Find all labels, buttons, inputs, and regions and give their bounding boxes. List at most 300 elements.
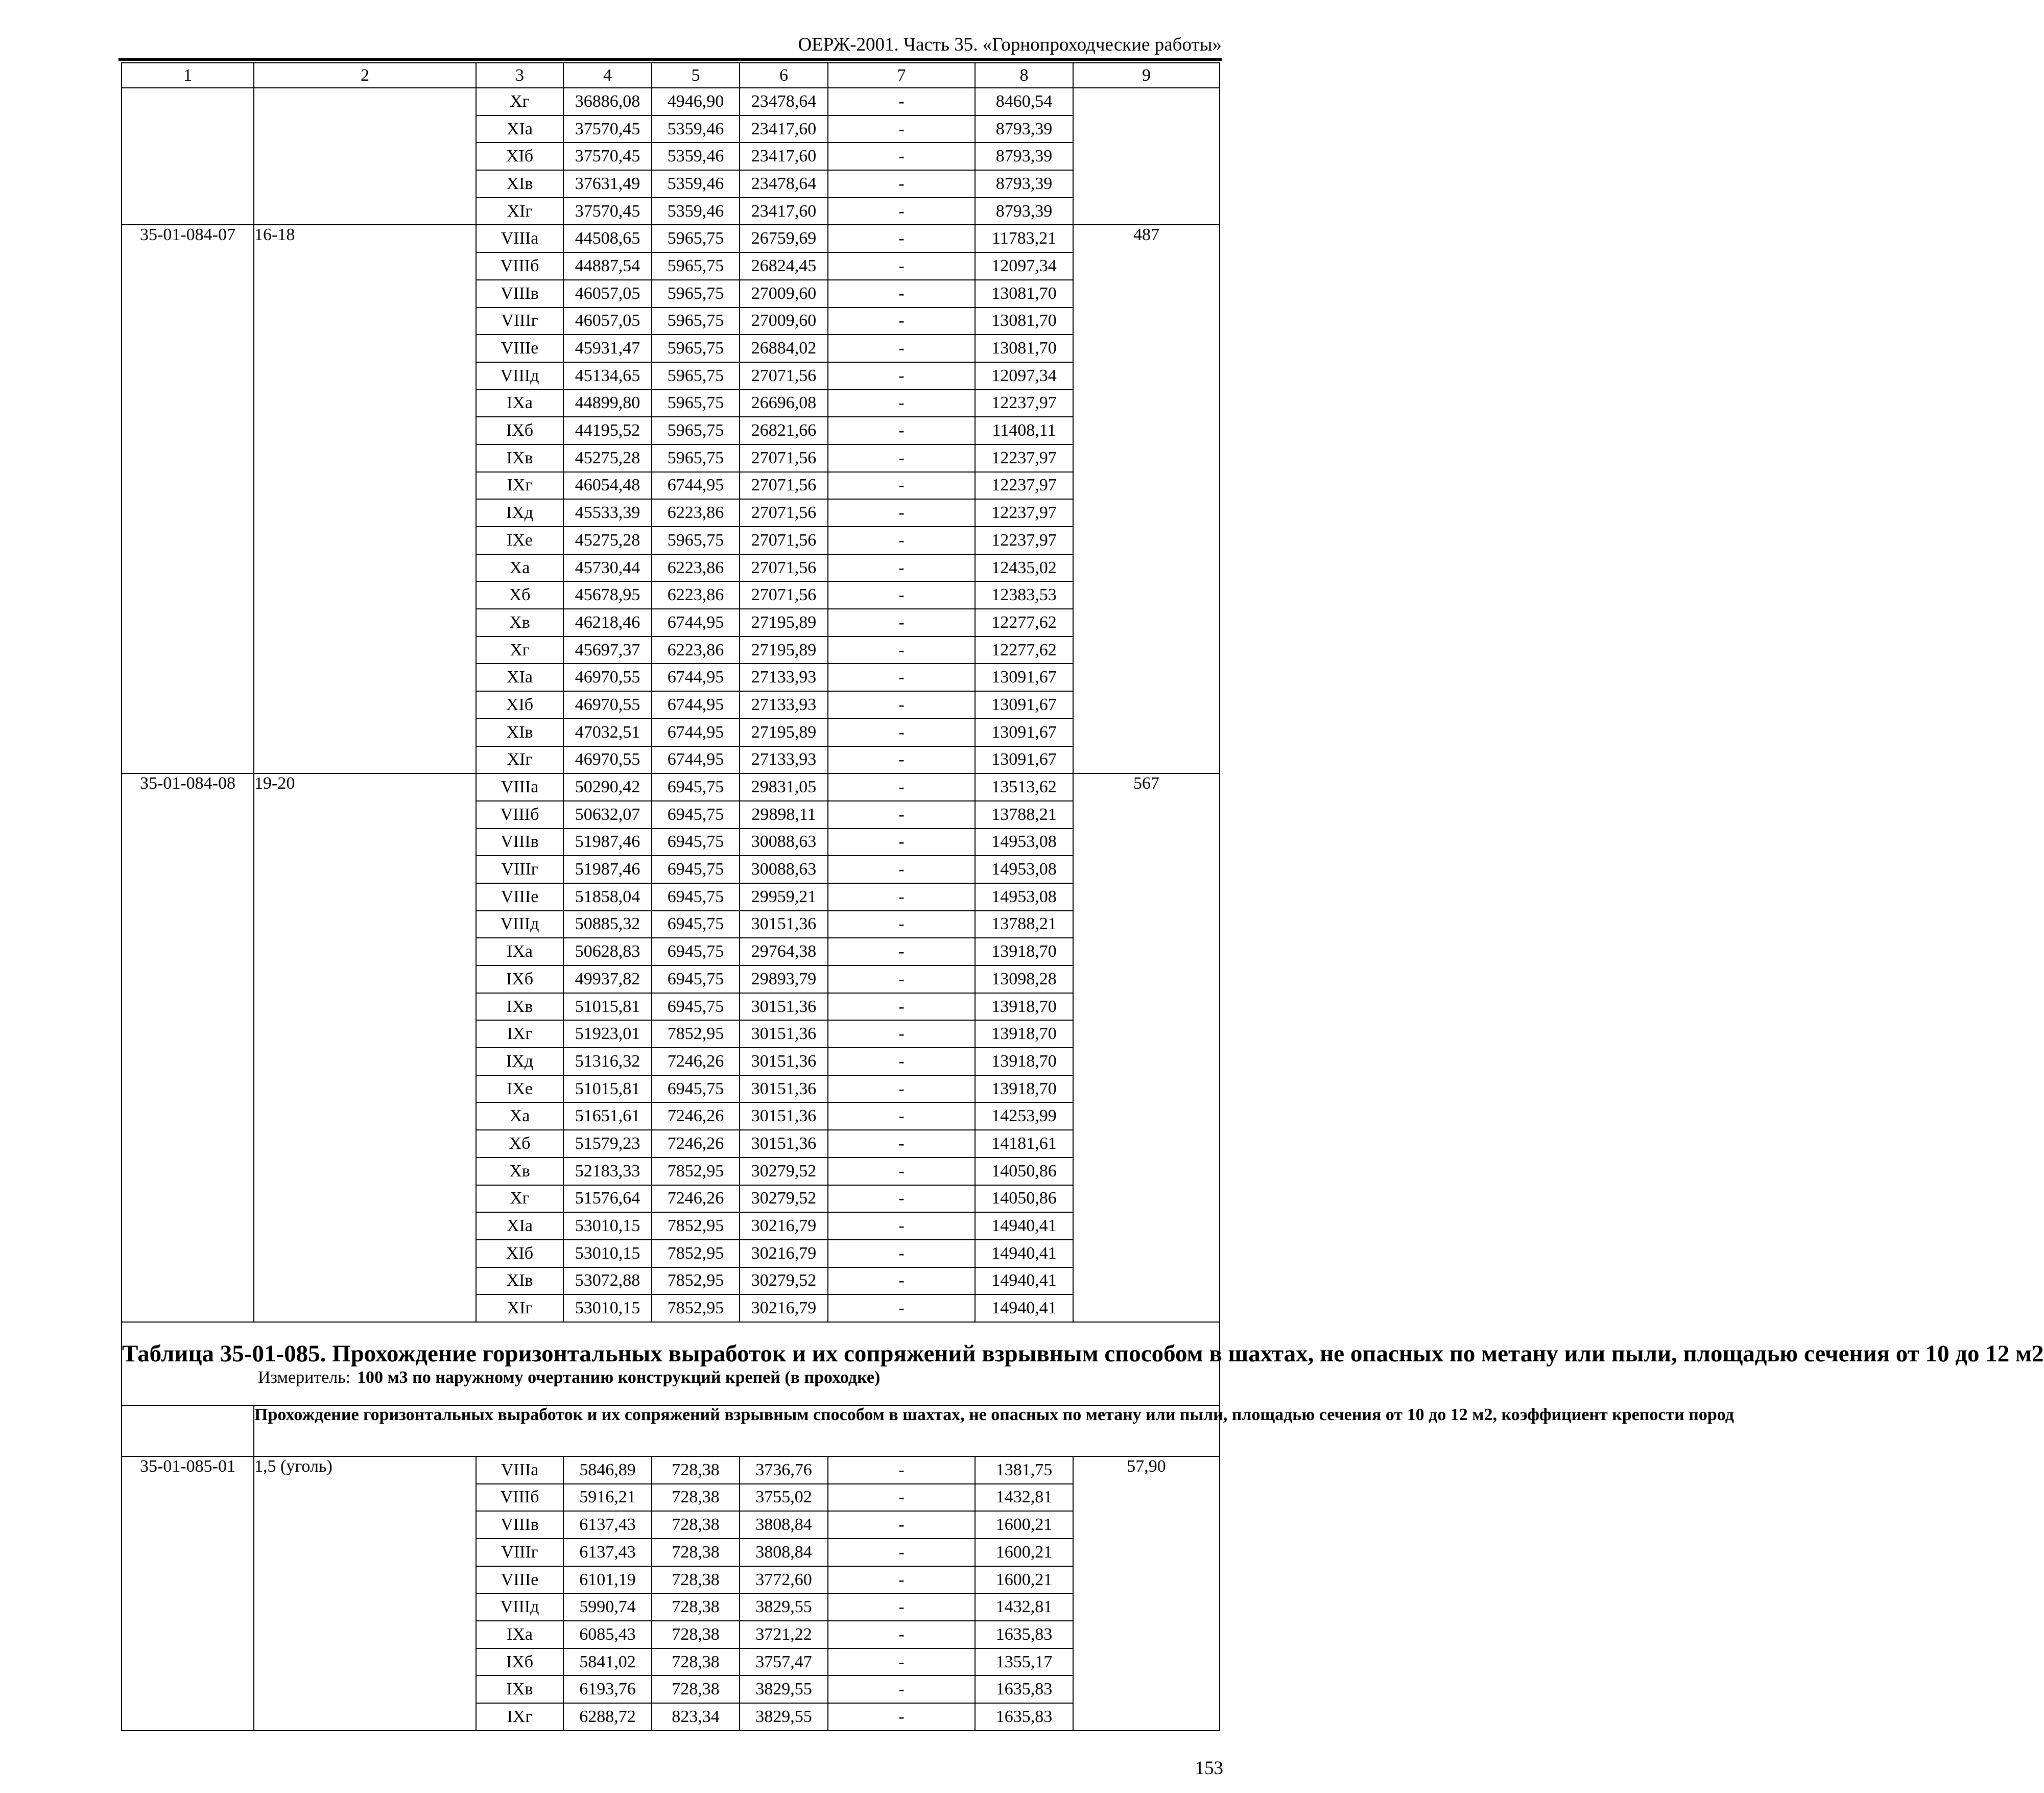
zone-cell: IXв [476, 444, 563, 472]
zone-cell: VIIIг [476, 1539, 563, 1566]
value-cell: 44887,54 [563, 252, 652, 280]
column-9-value [1073, 88, 1220, 225]
value-cell: 53010,15 [563, 1294, 652, 1322]
value-cell: 46054,48 [563, 472, 652, 500]
value-cell: 14940,41 [975, 1240, 1073, 1267]
value-cell: 5965,75 [652, 390, 740, 417]
value-cell: 30151,36 [740, 1020, 828, 1048]
value-cell: 11408,11 [975, 417, 1073, 444]
value-cell: - [828, 1676, 975, 1703]
value-cell: 12383,53 [975, 581, 1073, 609]
value-cell: 13918,70 [975, 938, 1073, 965]
rate-parameter: 16-18 [254, 225, 476, 773]
value-cell: 3721,22 [740, 1621, 828, 1648]
value-cell: 823,34 [652, 1703, 740, 1731]
value-cell: 13918,70 [975, 993, 1073, 1021]
column-9-value: 567 [1073, 773, 1220, 1322]
rates-table [121, 62, 2044, 1731]
value-cell: 5990,74 [563, 1593, 652, 1621]
table-row [122, 1456, 1220, 1484]
value-cell: 12237,97 [975, 499, 1073, 527]
value-cell: - [828, 1185, 975, 1213]
zone-cell: VIIIд [476, 362, 563, 390]
value-cell: 6085,43 [563, 1621, 652, 1648]
column-9-value: 487 [1073, 225, 1220, 773]
value-cell: - [828, 444, 975, 472]
zone-cell: Xa [476, 554, 563, 582]
value-cell: - [828, 1621, 975, 1648]
value-cell: - [828, 1102, 975, 1130]
zone-cell: VIIIг [476, 856, 563, 883]
value-cell: 30279,52 [740, 1185, 828, 1213]
running-header: ОЕРЖ-2001. Часть 35. «Горнопроходческие работы» [798, 34, 1222, 55]
value-cell: 30151,36 [740, 1048, 828, 1075]
zone-cell: VIIIв [476, 280, 563, 308]
value-cell: 27133,93 [740, 664, 828, 691]
value-cell: - [828, 911, 975, 938]
value-cell: 6223,86 [652, 581, 740, 609]
column-number: 1 [122, 63, 254, 88]
zone-cell: IXд [476, 499, 563, 527]
value-cell: 13918,70 [975, 1020, 1073, 1048]
value-cell: 45275,28 [563, 444, 652, 472]
value-cell: - [828, 1511, 975, 1539]
zone-cell: IXг [476, 1020, 563, 1048]
value-cell: 14953,08 [975, 829, 1073, 856]
value-cell: 27071,56 [740, 581, 828, 609]
value-cell: 13513,62 [975, 773, 1073, 801]
value-cell: 37570,45 [563, 143, 652, 170]
value-cell: 5965,75 [652, 527, 740, 554]
value-cell: 44899,80 [563, 390, 652, 417]
value-cell: 23478,64 [740, 88, 828, 115]
value-cell: 45533,39 [563, 499, 652, 527]
rate-code: 35-01-084-07 [122, 225, 254, 773]
value-cell: 51015,81 [563, 1075, 652, 1103]
value-cell: 1432,81 [975, 1593, 1073, 1621]
value-cell: 14940,41 [975, 1294, 1073, 1322]
value-cell: 5359,46 [652, 115, 740, 143]
value-cell: 14940,41 [975, 1267, 1073, 1295]
column-number: 2 [254, 63, 476, 88]
zone-cell: VIIIe [476, 1566, 563, 1594]
value-cell: 51858,04 [563, 883, 652, 911]
work-title: Прохождение горизонтальных выработок и их сопряжений взрывным способом в шахтах, не опасных по метану или пыли, площадью сечения от 10 до 12 м2, коэффициент крепости пород [254, 1405, 1220, 1456]
value-cell: 50885,32 [563, 911, 652, 938]
value-cell: 27071,56 [740, 499, 828, 527]
value-cell: 4946,90 [652, 88, 740, 115]
value-cell: 5359,46 [652, 170, 740, 198]
value-cell: 50632,07 [563, 801, 652, 829]
column-number: 9 [1073, 63, 1220, 88]
rate-parameter: 1,5 (уголь) [254, 1456, 476, 1731]
value-cell: 27195,89 [740, 719, 828, 746]
value-cell: 7852,95 [652, 1158, 740, 1185]
work-title-spacer [122, 1405, 254, 1456]
value-cell: 45697,37 [563, 636, 652, 664]
measure-label: Измеритель: [258, 1368, 351, 1387]
value-cell: 6223,86 [652, 554, 740, 582]
value-cell: - [828, 801, 975, 829]
value-cell: 6945,75 [652, 965, 740, 993]
value-cell: 5846,89 [563, 1456, 652, 1484]
zone-cell: XIг [476, 746, 563, 774]
value-cell: 8793,39 [975, 115, 1073, 143]
value-cell: 728,38 [652, 1648, 740, 1676]
value-cell: - [828, 335, 975, 362]
value-cell: 3829,55 [740, 1593, 828, 1621]
value-cell: 1635,83 [975, 1676, 1073, 1703]
value-cell: 53010,15 [563, 1212, 652, 1240]
value-cell: 12237,97 [975, 444, 1073, 472]
value-cell: 30151,36 [740, 911, 828, 938]
value-cell: 37631,49 [563, 170, 652, 198]
value-cell: 6744,95 [652, 746, 740, 774]
zone-cell: XIб [476, 691, 563, 719]
zone-cell: IXв [476, 1676, 563, 1703]
value-cell: 29898,11 [740, 801, 828, 829]
value-cell: - [828, 609, 975, 636]
zone-cell: Xг [476, 88, 563, 115]
value-cell: 14181,61 [975, 1130, 1073, 1158]
value-cell: 29831,05 [740, 773, 828, 801]
zone-cell: IXe [476, 527, 563, 554]
table-title: Таблица 35-01-085. Прохождение горизонтальных выработок и их сопряжений взрывным способом в шахтах, не опасных по метану или пыли, площадью сечения от 10 до 12 м2 [122, 1340, 2044, 1367]
value-cell: 45275,28 [563, 527, 652, 554]
value-cell: - [828, 252, 975, 280]
value-cell: 11783,21 [975, 225, 1073, 252]
zone-cell: XIa [476, 664, 563, 691]
value-cell: 7852,95 [652, 1020, 740, 1048]
zone-cell: IXг [476, 472, 563, 500]
table-body-lower [122, 1456, 1220, 1731]
zone-cell: VIIIa [476, 1456, 563, 1484]
value-cell: 728,38 [652, 1593, 740, 1621]
value-cell: 14050,86 [975, 1158, 1073, 1185]
value-cell: 51987,46 [563, 829, 652, 856]
value-cell: 36886,08 [563, 88, 652, 115]
value-cell: 6945,75 [652, 801, 740, 829]
value-cell: 7852,95 [652, 1294, 740, 1322]
zone-cell: VIIIб [476, 252, 563, 280]
value-cell: - [828, 581, 975, 609]
value-cell: 14050,86 [975, 1185, 1073, 1213]
value-cell: - [828, 417, 975, 444]
value-cell: 5965,75 [652, 335, 740, 362]
zone-cell: IXa [476, 938, 563, 965]
value-cell: 26821,66 [740, 417, 828, 444]
value-cell: 53072,88 [563, 1267, 652, 1295]
value-cell: 51015,81 [563, 993, 652, 1021]
value-cell: 23478,64 [740, 170, 828, 198]
table-row [122, 773, 1220, 801]
value-cell: 13081,70 [975, 308, 1073, 335]
value-cell: - [828, 225, 975, 252]
table-row [122, 225, 1220, 252]
value-cell: 5965,75 [652, 280, 740, 308]
zone-cell: Xa [476, 1102, 563, 1130]
value-cell: 728,38 [652, 1511, 740, 1539]
value-cell: 26884,02 [740, 335, 828, 362]
value-cell: - [828, 499, 975, 527]
value-cell: 3829,55 [740, 1703, 828, 1731]
value-cell: - [828, 1593, 975, 1621]
value-cell: - [828, 636, 975, 664]
value-cell: - [828, 856, 975, 883]
value-cell: 37570,45 [563, 198, 652, 225]
value-cell: - [828, 1020, 975, 1048]
value-cell: 5965,75 [652, 444, 740, 472]
zone-cell: IXe [476, 1075, 563, 1103]
value-cell: 6744,95 [652, 472, 740, 500]
value-cell: - [828, 664, 975, 691]
value-cell: 6945,75 [652, 1075, 740, 1103]
value-cell: 45730,44 [563, 554, 652, 582]
value-cell: 13788,21 [975, 911, 1073, 938]
value-cell: 44195,52 [563, 417, 652, 444]
value-cell: 27009,60 [740, 308, 828, 335]
value-cell: 27071,56 [740, 527, 828, 554]
zone-cell: Xг [476, 636, 563, 664]
zone-cell: XIг [476, 198, 563, 225]
header-rule [118, 58, 1222, 61]
value-cell: 14953,08 [975, 856, 1073, 883]
value-cell: 30216,79 [740, 1294, 828, 1322]
value-cell: 3755,02 [740, 1484, 828, 1512]
value-cell: 7246,26 [652, 1185, 740, 1213]
value-cell: 6744,95 [652, 691, 740, 719]
zone-cell: VIIIб [476, 1484, 563, 1512]
value-cell: 3736,76 [740, 1456, 828, 1484]
value-cell: - [828, 308, 975, 335]
zone-cell: XIв [476, 719, 563, 746]
value-cell: 13918,70 [975, 1048, 1073, 1075]
zone-cell: XIa [476, 1212, 563, 1240]
zone-cell: VIIIe [476, 335, 563, 362]
value-cell: 27133,93 [740, 691, 828, 719]
value-cell: 7246,26 [652, 1048, 740, 1075]
zone-cell: XIв [476, 1267, 563, 1295]
value-cell: 14253,99 [975, 1102, 1073, 1130]
zone-cell: VIIIд [476, 911, 563, 938]
value-cell: 46057,05 [563, 280, 652, 308]
rate-parameter: 19-20 [254, 773, 476, 1322]
value-cell: 23417,60 [740, 143, 828, 170]
value-cell: 6945,75 [652, 883, 740, 911]
column-number: 7 [828, 63, 975, 88]
value-cell: 12277,62 [975, 636, 1073, 664]
value-cell: 29764,38 [740, 938, 828, 965]
value-cell: 6945,75 [652, 773, 740, 801]
value-cell: 30216,79 [740, 1240, 828, 1267]
value-cell: - [828, 1075, 975, 1103]
value-cell: 27009,60 [740, 280, 828, 308]
value-cell: 8793,39 [975, 143, 1073, 170]
zone-cell: VIIIe [476, 883, 563, 911]
value-cell: 30151,36 [740, 1075, 828, 1103]
value-cell: 5965,75 [652, 225, 740, 252]
value-cell: 1600,21 [975, 1566, 1073, 1594]
value-cell: 5916,21 [563, 1484, 652, 1512]
value-cell: - [828, 965, 975, 993]
value-cell: - [828, 746, 975, 774]
value-cell: - [828, 1240, 975, 1267]
value-cell: 13081,70 [975, 335, 1073, 362]
zone-cell: VIIIa [476, 225, 563, 252]
value-cell: 12237,97 [975, 390, 1073, 417]
value-cell: 5359,46 [652, 198, 740, 225]
value-cell: 30088,63 [740, 829, 828, 856]
zone-cell: Xв [476, 609, 563, 636]
value-cell: 29893,79 [740, 965, 828, 993]
value-cell: - [828, 554, 975, 582]
value-cell: 6945,75 [652, 829, 740, 856]
column-number: 4 [563, 63, 652, 88]
value-cell: 6945,75 [652, 993, 740, 1021]
rate-parameter [254, 88, 476, 225]
value-cell: 3772,60 [740, 1566, 828, 1594]
value-cell: 1600,21 [975, 1511, 1073, 1539]
value-cell: - [828, 938, 975, 965]
value-cell: - [828, 993, 975, 1021]
value-cell: 728,38 [652, 1456, 740, 1484]
zone-cell: VIIIд [476, 1593, 563, 1621]
value-cell: 3808,84 [740, 1539, 828, 1566]
value-cell: 6744,95 [652, 664, 740, 691]
value-cell: 12237,97 [975, 472, 1073, 500]
value-cell: 23417,60 [740, 115, 828, 143]
table-row [122, 88, 1220, 115]
value-cell: 27195,89 [740, 609, 828, 636]
value-cell: 12277,62 [975, 609, 1073, 636]
value-cell: 3808,84 [740, 1511, 828, 1539]
value-cell: - [828, 1703, 975, 1731]
value-cell: 46970,55 [563, 664, 652, 691]
value-cell: 13091,67 [975, 746, 1073, 774]
value-cell: 50628,83 [563, 938, 652, 965]
value-cell: 13081,70 [975, 280, 1073, 308]
value-cell: 46057,05 [563, 308, 652, 335]
page-number: 153 [1195, 1758, 1223, 1779]
value-cell: 6288,72 [563, 1703, 652, 1731]
value-cell: 45134,65 [563, 362, 652, 390]
value-cell: 51923,01 [563, 1020, 652, 1048]
value-cell: 728,38 [652, 1539, 740, 1566]
value-cell: 30151,36 [740, 993, 828, 1021]
value-cell: 3757,47 [740, 1648, 828, 1676]
value-cell: 728,38 [652, 1621, 740, 1648]
value-cell: 44508,65 [563, 225, 652, 252]
value-cell: 13091,67 [975, 664, 1073, 691]
value-cell: - [828, 527, 975, 554]
value-cell: - [828, 115, 975, 143]
table-title-cell [122, 1322, 2044, 1405]
value-cell: 12435,02 [975, 554, 1073, 582]
value-cell: - [828, 88, 975, 115]
value-cell: 13788,21 [975, 801, 1073, 829]
zone-cell: VIIIa [476, 773, 563, 801]
zone-cell: IXд [476, 1048, 563, 1075]
value-cell: - [828, 829, 975, 856]
zone-cell: IXб [476, 965, 563, 993]
zone-cell: IXг [476, 1703, 563, 1731]
value-cell: 27071,56 [740, 472, 828, 500]
zone-cell: Xг [476, 1185, 563, 1213]
value-cell: 6744,95 [652, 609, 740, 636]
value-cell: 12097,34 [975, 362, 1073, 390]
value-cell: 46970,55 [563, 691, 652, 719]
value-cell: - [828, 1158, 975, 1185]
value-cell: 52183,33 [563, 1158, 652, 1185]
value-cell: 5965,75 [652, 252, 740, 280]
value-cell: 30151,36 [740, 1102, 828, 1130]
column-9-value: 57,90 [1073, 1456, 1220, 1731]
value-cell: - [828, 1566, 975, 1594]
value-cell: - [828, 1048, 975, 1075]
value-cell: 5359,46 [652, 143, 740, 170]
value-cell: 6744,95 [652, 719, 740, 746]
value-cell: 27071,56 [740, 362, 828, 390]
value-cell: - [828, 691, 975, 719]
value-cell: 6945,75 [652, 856, 740, 883]
value-cell: 51651,61 [563, 1102, 652, 1130]
value-cell: 26824,45 [740, 252, 828, 280]
value-cell: - [828, 1294, 975, 1322]
value-cell: 46218,46 [563, 609, 652, 636]
value-cell: 30151,36 [740, 1130, 828, 1158]
rate-code [122, 88, 254, 225]
value-cell: 46970,55 [563, 746, 652, 774]
zone-cell: VIIIб [476, 801, 563, 829]
zone-cell: VIIIг [476, 308, 563, 335]
value-cell: 5965,75 [652, 417, 740, 444]
value-cell: - [828, 1130, 975, 1158]
value-cell: 29959,21 [740, 883, 828, 911]
value-cell: 1432,81 [975, 1484, 1073, 1512]
value-cell: - [828, 280, 975, 308]
column-number-row [122, 63, 1220, 88]
zone-cell: IXa [476, 1621, 563, 1648]
value-cell: - [828, 1456, 975, 1484]
value-cell: 6223,86 [652, 499, 740, 527]
value-cell: 13918,70 [975, 1075, 1073, 1103]
value-cell: 7852,95 [652, 1267, 740, 1295]
value-cell: 23417,60 [740, 198, 828, 225]
value-cell: 1635,83 [975, 1621, 1073, 1648]
value-cell: 6137,43 [563, 1511, 652, 1539]
value-cell: - [828, 1539, 975, 1566]
value-cell: 13091,67 [975, 719, 1073, 746]
value-cell: 728,38 [652, 1484, 740, 1512]
zone-cell: VIIIв [476, 829, 563, 856]
value-cell: 6945,75 [652, 938, 740, 965]
value-cell: 1355,17 [975, 1648, 1073, 1676]
value-cell: 37570,45 [563, 115, 652, 143]
value-cell: 5965,75 [652, 362, 740, 390]
value-cell: - [828, 362, 975, 390]
value-cell: 45678,95 [563, 581, 652, 609]
value-cell: 7852,95 [652, 1240, 740, 1267]
zone-cell: XIв [476, 170, 563, 198]
value-cell: - [828, 719, 975, 746]
measure-line [122, 1369, 1219, 1387]
value-cell: 6945,75 [652, 911, 740, 938]
value-cell: 26759,69 [740, 225, 828, 252]
value-cell: 7246,26 [652, 1102, 740, 1130]
value-cell: - [828, 1212, 975, 1240]
zone-cell: Xб [476, 1130, 563, 1158]
value-cell: 6193,76 [563, 1676, 652, 1703]
